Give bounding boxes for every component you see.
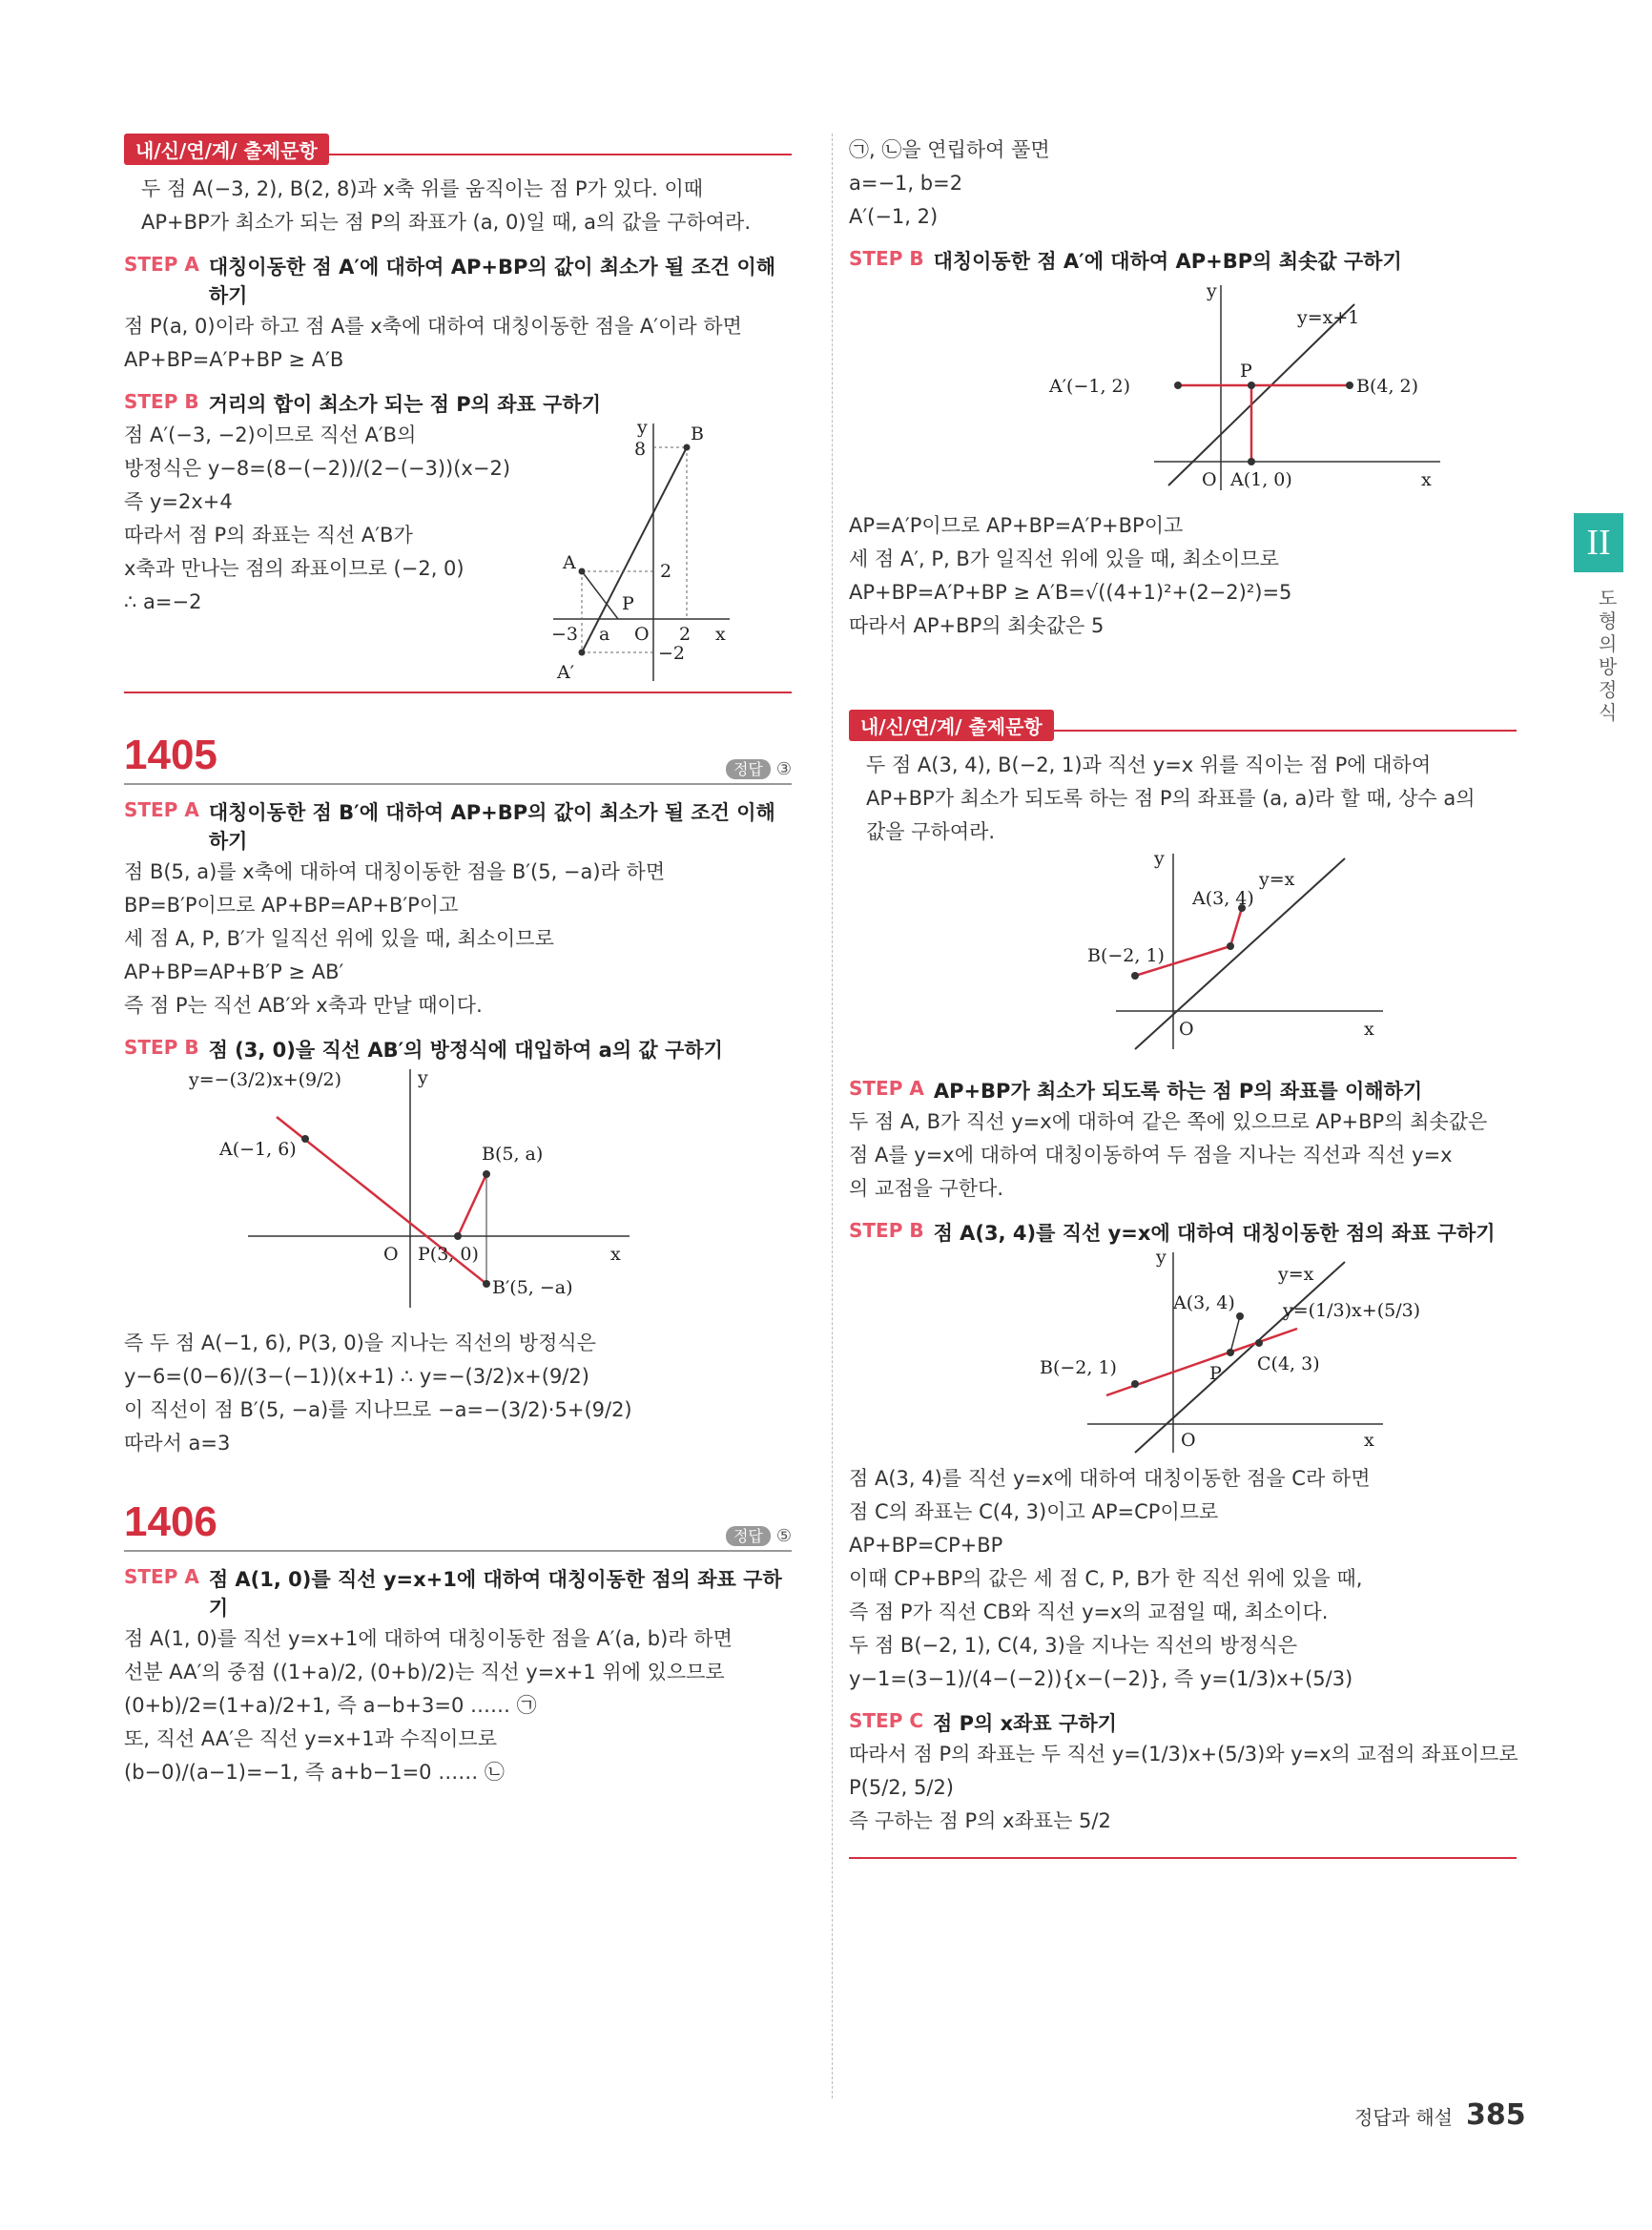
text-line: 즉 점 P가 직선 CB와 직선 y=x의 교점일 때, 최소이다. — [849, 1600, 1329, 1623]
label-x: x — [1364, 1019, 1374, 1040]
text-line: 점 A를 y=x에 대하여 대칭이동하여 두 점을 지나는 직선과 직선 y=x — [849, 1144, 1453, 1167]
label-y: y — [1156, 1248, 1167, 1268]
exam2-question — [849, 749, 1517, 849]
text-line: 두 점 A, B가 직선 y=x에 대하여 같은 쪽에 있으므로 AP+BP의 최솟값은 — [849, 1110, 1488, 1133]
step-b — [124, 390, 792, 419]
answer-badge — [726, 757, 792, 779]
label-b: B — [691, 423, 704, 444]
label-o: O — [1179, 1019, 1194, 1040]
label-b: B(5, a) — [482, 1144, 544, 1165]
question-line: 두 점 A(3, 4), B(−2, 1)과 직선 y=x 위를 직이는 점 P에 대하여 — [866, 754, 1432, 776]
point-p — [1227, 942, 1234, 950]
text-line: x축과 만나는 점의 좌표이므로 (−2, 0) — [124, 557, 465, 580]
text-line: 점 C의 좌표는 C(4, 3)이고 AP=CP이므로 — [849, 1500, 1219, 1523]
text-line: 이때 CP+BP의 값은 세 점 C, P, B가 한 직선 위에 있을 때, — [849, 1567, 1363, 1590]
label-o: O — [1181, 1430, 1196, 1451]
step-c — [849, 1709, 1517, 1738]
text-line: 즉 y=2x+4 — [124, 490, 233, 513]
point-b — [1131, 972, 1139, 980]
stepb-body — [124, 419, 792, 686]
step-a — [124, 1565, 792, 1622]
step-b — [124, 1036, 792, 1064]
label-y: y — [418, 1067, 428, 1088]
text-line: (0+b)/2=(1+a)/2+1, 즉 a−b+3=0 …… ㉠ — [124, 1694, 537, 1717]
text-line: 따라서 AP+BP의 최솟값은 5 — [849, 614, 1105, 637]
text-line: AP=A′P이므로 AP+BP=A′P+BP이고 — [849, 514, 1184, 537]
step-title: 점 A(3, 4)를 직선 y=x에 대하여 대칭이동한 점의 좌표 구하기 — [933, 1222, 1496, 1245]
text-line: 두 점 B(−2, 1), C(4, 3)을 지나는 직선의 방정식은 — [849, 1634, 1298, 1657]
label-b: B(4, 2) — [1356, 376, 1419, 397]
point-a-prime — [579, 650, 586, 656]
text-line: 점 A(3, 4)를 직선 y=x에 대하여 대칭이동한 점을 C라 하면 — [849, 1467, 1371, 1490]
page-number: 385 — [1465, 2098, 1526, 2132]
label-x: x — [1421, 469, 1432, 490]
label-a: A — [563, 552, 576, 573]
text-line: 즉 구하는 점 P의 x좌표는 5/2 — [849, 1809, 1111, 1832]
text-line: AP+BP=A′P+BP ≥ A′B — [124, 348, 344, 371]
point-p — [454, 1232, 462, 1240]
point-a-prime — [1174, 382, 1182, 389]
step-title: 대칭이동한 점 A′에 대하여 AP+BP의 최솟값 구하기 — [933, 250, 1402, 273]
label-a: A(3, 4) — [1192, 888, 1254, 909]
label-b2: B′(5, −a) — [492, 1277, 573, 1298]
text-line: ∴ a=−2 — [124, 590, 202, 613]
step-title: 점 P의 x좌표 구하기 — [933, 1712, 1117, 1735]
answer-badge — [726, 1524, 792, 1546]
point-c — [1255, 1339, 1263, 1347]
label-a2: A′(−1, 2) — [1049, 376, 1131, 397]
label-eq: y=−(3/2)x+(9/2) — [189, 1069, 342, 1090]
text-line: 점 A(1, 0)를 직선 y=x+1에 대하여 대칭이동한 점을 A′(a, b)라 하면 — [124, 1627, 733, 1650]
step-title: AP+BP가 최소가 되도록 하는 점 P의 좌표를 이해하기 — [933, 1080, 1423, 1103]
label-o: O — [383, 1244, 399, 1265]
step-label: STEP C — [849, 1709, 924, 1732]
label-eq1: y=x — [1278, 1264, 1314, 1285]
step-label: STEP A — [849, 1077, 924, 1100]
step-label: STEP B — [849, 1219, 924, 1242]
text-line: 또, 직선 AA′은 직선 y=x+1과 수직이므로 — [124, 1727, 497, 1750]
text-line: 따라서 점 P의 좌표는 두 직선 y=(1/3)x+(5/3)와 y=x의 교점의 좌표이므로 — [849, 1743, 1518, 1765]
label-x2: 2 — [679, 624, 692, 645]
point-a — [579, 568, 586, 575]
answer-pill: 정답 — [726, 759, 771, 779]
label-2: 2 — [660, 561, 672, 582]
step-label: STEP B — [124, 1036, 199, 1059]
step-title: 대칭이동한 점 B′에 대하여 AP+BP의 값이 최소가 될 조건 이해하기 — [208, 801, 775, 853]
label-a-var: a — [599, 624, 610, 645]
text-line: 점 A′(−3, −2)이므로 직선 A′B의 — [124, 423, 417, 446]
text-line: 의 교점을 구한다. — [849, 1177, 1004, 1200]
label-8: 8 — [634, 439, 647, 460]
text-line: a=−1, b=2 — [849, 172, 963, 195]
problem-header-1406 — [124, 1498, 792, 1552]
text-line: (b−0)/(a−1)=−1, 즉 a+b−1=0 …… ㉡ — [124, 1761, 505, 1784]
step-title: 거리의 합이 최소가 되는 점 P의 좌표 구하기 — [208, 393, 602, 416]
step-title: 점 A(1, 0)를 직선 y=x+1에 대하여 대칭이동한 점의 좌표 구하기 — [208, 1568, 782, 1620]
label-eq: y=x+1 — [1297, 307, 1360, 328]
point-b — [684, 444, 691, 451]
text-line: 선분 AA′의 중점 ((1+a)/2, (0+b)/2)는 직선 y=x+1 위에 있으므로 — [124, 1661, 725, 1683]
point-b-prime — [483, 1280, 490, 1288]
point-b — [483, 1170, 490, 1178]
problem-number: 1406 — [124, 1498, 217, 1545]
step-b — [849, 1219, 1517, 1248]
point-p — [1248, 382, 1255, 389]
label-y: y — [637, 419, 648, 438]
point-a — [301, 1135, 309, 1143]
point-a — [1236, 1312, 1244, 1320]
text-line: 점 B(5, a)를 x축에 대하여 대칭이동한 점을 B′(5, −a)라 하면 — [124, 860, 666, 883]
label-eq2: y=(1/3)x+(5/3) — [1283, 1300, 1421, 1321]
exam1-question — [124, 173, 792, 239]
step-a — [124, 798, 792, 856]
step-label: STEP A — [124, 798, 199, 821]
text-line: 세 점 A′, P, B가 일직선 위에 있을 때, 최소이므로 — [849, 547, 1279, 570]
footer-label: 정답과 해설 — [1354, 2106, 1453, 2129]
label-eq: y=x — [1259, 869, 1295, 890]
graph-exam1 — [544, 419, 734, 686]
graph-right-1 — [963, 276, 1497, 505]
label-b: B(−2, 1) — [1040, 1357, 1117, 1378]
stepb-text — [124, 419, 544, 686]
label-a2: A′ — [557, 662, 575, 683]
step-title: 대칭이동한 점 A′에 대하여 AP+BP의 값이 최소가 될 조건 이해하기 — [208, 256, 776, 307]
text-line: 세 점 A, P, B′가 일직선 위에 있을 때, 최소이므로 — [124, 927, 554, 950]
text-line: AP+BP=A′P+BP ≥ A′B=√((4+1)²+(2−2)²)=5 — [849, 581, 1292, 604]
page-footer — [1354, 2098, 1526, 2132]
text-line: 즉 점 P는 직선 AB′와 x축과 만날 때이다. — [124, 994, 483, 1017]
text-line: 점 P(a, 0)이라 하고 점 A를 x축에 대하여 대칭이동한 점을 A′이라 하면 — [124, 315, 742, 338]
label-m3: −3 — [551, 624, 579, 645]
question-line: 두 점 A(−3, 2), B(2, 8)과 x축 위를 움직이는 점 P가 있다. 이때 — [141, 177, 704, 200]
graph-1405 — [181, 1064, 754, 1322]
text-line: 이 직선이 점 B′(5, −a)를 지나므로 −a=−(3/2)·5+(9/2) — [124, 1398, 632, 1421]
text-line: y−1=(3−1)/(4−(−2)){x−(−2)}, 즉 y=(1/3)x+(5/3) — [849, 1667, 1353, 1690]
exam-header-2 — [849, 710, 1517, 741]
text-line: 즉 두 점 A(−1, 6), P(3, 0)을 지나는 직선의 방정식은 — [124, 1332, 596, 1354]
right-column — [849, 134, 1517, 1859]
text-line: A′(−1, 2) — [849, 205, 939, 228]
label-p: P — [1209, 1363, 1222, 1384]
problem-header-1405 — [124, 732, 792, 785]
point-b — [1346, 382, 1353, 389]
label-x: x — [1364, 1430, 1374, 1451]
line-y-x — [1135, 858, 1345, 1049]
segment-pb — [458, 1174, 486, 1236]
left-column — [124, 134, 792, 1789]
label-y: y — [1207, 280, 1217, 301]
column-divider — [832, 134, 833, 2098]
exam-tag: 내/신/연/계/ 출제문항 — [849, 710, 1054, 741]
section-end-rule — [124, 692, 792, 693]
label-p: P — [622, 593, 634, 614]
text-line: P(5/2, 5/2) — [849, 1776, 954, 1799]
step-title: 점 (3, 0)을 직선 AB′의 방정식에 대입하여 a의 값 구하기 — [208, 1039, 723, 1062]
text-line: AP+BP=AP+B′P ≥ AB′ — [124, 960, 344, 983]
step-label: STEP B — [124, 390, 199, 413]
text-line: ㉠, ㉡을 연립하여 풀면 — [849, 138, 1050, 161]
graph-exam2-question — [963, 849, 1497, 1059]
answer-value: ⑤ — [775, 1526, 792, 1546]
label-m2: −2 — [658, 643, 686, 664]
label-o: O — [1202, 469, 1217, 490]
segment-pa — [1230, 1316, 1240, 1352]
label-y: y — [1154, 849, 1165, 869]
point-a — [1248, 458, 1255, 465]
step-label: STEP B — [849, 247, 924, 270]
label-a: A(3, 4) — [1173, 1292, 1235, 1313]
step-a — [124, 253, 792, 310]
answer-pill: 정답 — [726, 1526, 771, 1546]
point-p — [1227, 1349, 1234, 1356]
chapter-title: 도형의 방정식 — [1599, 587, 1618, 724]
label-a: A(1, 0) — [1230, 469, 1292, 490]
label-p: P(3, 0) — [418, 1244, 479, 1265]
question-line: AP+BP가 최소가 되는 점 P의 좌표가 (a, 0)일 때, a의 값을 구하여라. — [141, 211, 752, 234]
label-c: C(4, 3) — [1257, 1353, 1320, 1374]
line-a2b — [582, 447, 687, 652]
section-end-rule — [849, 1857, 1517, 1859]
question-line: AP+BP가 최소가 되도록 하는 점 P의 좌표를 (a, a)라 할 때, 상수 a의 — [866, 787, 1476, 810]
label-o: O — [634, 624, 650, 645]
step-b — [849, 247, 1517, 276]
graph-exam2-stepb — [944, 1248, 1478, 1457]
text-line: y−6=(0−6)/(3−(−1))(x+1) ∴ y=−(3/2)x+(9/2) — [124, 1365, 589, 1388]
label-x: x — [610, 1244, 621, 1265]
segment-ap — [582, 571, 618, 619]
problem-number: 1405 — [124, 732, 217, 778]
exam-header-1 — [124, 134, 792, 165]
step-a — [849, 1077, 1517, 1105]
text-line: 따라서 점 P의 좌표는 직선 A′B가 — [124, 524, 413, 547]
step-label: STEP A — [124, 1565, 199, 1588]
chapter-tab[interactable]: II — [1574, 513, 1623, 572]
question-line: 값을 구하여라. — [866, 820, 996, 843]
text-line: BP=B′P이므로 AP+BP=AP+B′P이고 — [124, 894, 459, 917]
label-x: x — [715, 624, 726, 645]
text-line: 따라서 a=3 — [124, 1432, 231, 1455]
text-line: AP+BP=CP+BP — [849, 1534, 1003, 1557]
text-line: 방정식은 y−8=(8−(−2))/(2−(−3))(x−2) — [124, 457, 511, 480]
step-label: STEP A — [124, 253, 199, 276]
point-b — [1131, 1380, 1139, 1388]
label-b: B(−2, 1) — [1087, 945, 1165, 966]
label-p: P — [1240, 361, 1252, 382]
exam-tag: 내/신/연/계/ 출제문항 — [124, 134, 329, 165]
answer-value: ③ — [775, 759, 792, 779]
label-a: A(−1, 6) — [219, 1139, 297, 1160]
line-y-x-plus-1 — [1168, 304, 1354, 485]
segment-pa — [1230, 908, 1242, 946]
